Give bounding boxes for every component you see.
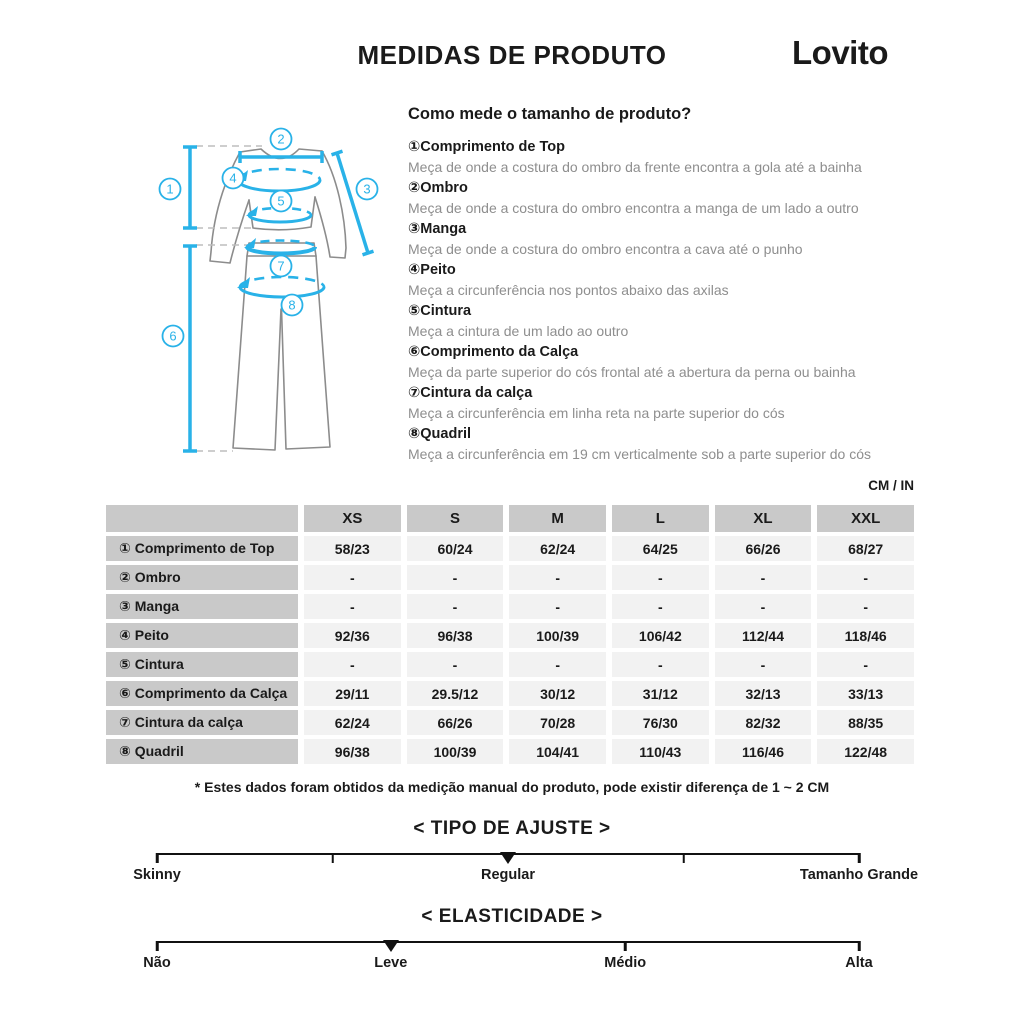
table-row-label: ④ Peito — [106, 623, 298, 648]
table-value-cell: - — [612, 652, 709, 677]
table-value-cell: 122/48 — [817, 739, 914, 764]
measure-label: ⑤Cintura — [408, 303, 472, 319]
table-value-cell: - — [612, 565, 709, 590]
measure-description: Meça a circunferência em linha reta na parte superior do cós — [408, 405, 785, 421]
measure-sleeve — [332, 151, 374, 255]
measure-pants-waist — [244, 238, 315, 253]
table-value-cell: 66/26 — [407, 710, 504, 735]
table-value-cell: - — [817, 652, 914, 677]
marker-3 — [357, 179, 378, 200]
table-value-cell: 62/24 — [509, 536, 606, 561]
table-value-cell: - — [612, 594, 709, 619]
table-value-cell: - — [817, 594, 914, 619]
table-value-cell: 92/36 — [304, 623, 401, 648]
how-to-list — [408, 137, 928, 465]
measure-description: Meça a cintura de um lado ao outro — [408, 323, 629, 339]
table-value-cell: 76/30 — [612, 710, 709, 735]
measurement-diagram — [140, 95, 420, 490]
table-size-header: XXL — [817, 505, 914, 532]
table-value-cell: 68/27 — [817, 536, 914, 561]
table-row-label: ⑦ Cintura da calça — [106, 710, 298, 735]
fit-type-heading: < TIPO DE AJUSTE > — [413, 818, 611, 839]
table-value-cell: 66/26 — [715, 536, 812, 561]
table-value-cell: 104/41 — [509, 739, 606, 764]
table-size-header: S — [407, 505, 504, 532]
svg-text:2: 2 — [277, 131, 285, 147]
brand-logo: Lovito — [792, 34, 888, 71]
svg-text:7: 7 — [277, 258, 285, 274]
elasticity-scale — [143, 941, 873, 981]
marker-6 — [163, 326, 184, 347]
svg-text:1: 1 — [166, 181, 174, 197]
table-value-cell: 62/24 — [304, 710, 401, 735]
marker-5 — [271, 191, 292, 212]
table-row-label: ⑤ Cintura — [106, 652, 298, 677]
measure-hip — [237, 277, 324, 297]
measure-label: ⑦Cintura da calça — [408, 385, 533, 401]
scale-tick — [156, 853, 159, 863]
table-value-cell: 58/23 — [304, 536, 401, 561]
measure-label: ①Comprimento de Top — [408, 139, 566, 155]
scale-marker-icon — [500, 852, 516, 864]
measure-description: Meça a circunferência em 19 cm verticalmente sob a parte superior do cós — [408, 446, 871, 462]
table-size-header: M — [509, 505, 606, 532]
measure-label: ②Ombro — [408, 180, 468, 196]
table-value-cell: - — [715, 594, 812, 619]
svg-text:3: 3 — [363, 181, 371, 197]
marker-8 — [282, 295, 303, 316]
table-size-header: L — [612, 505, 709, 532]
table-value-cell: - — [715, 565, 812, 590]
scale-tick — [682, 853, 685, 863]
table-row-label: ⑧ Quadril — [106, 739, 298, 764]
table-value-cell: - — [817, 565, 914, 590]
table-value-cell: 33/13 — [817, 681, 914, 706]
table-value-cell: - — [715, 652, 812, 677]
scale-label: Tamanho Grande — [799, 867, 919, 883]
fit-type-scale — [133, 853, 919, 893]
scale-label: Não — [143, 955, 171, 971]
scale-label: Alta — [845, 955, 873, 971]
svg-text:5: 5 — [277, 193, 285, 209]
measure-top-length — [183, 147, 197, 228]
table-row-label: ⑥ Comprimento da Calça — [106, 681, 298, 706]
measure-description: Meça de onde a costura do ombro encontra a cava até o punho — [408, 241, 803, 257]
measure-shoulder — [240, 151, 322, 163]
scale-label: Skinny — [133, 867, 181, 883]
table-corner-cell — [106, 505, 298, 532]
table-size-header: XL — [715, 505, 812, 532]
table-value-cell: - — [509, 652, 606, 677]
table-value-cell: - — [304, 652, 401, 677]
table-row-label: ① Comprimento de Top — [106, 536, 298, 561]
scale-label: Médio — [604, 955, 647, 971]
table-value-cell: 100/39 — [509, 623, 606, 648]
leader-lines — [196, 146, 262, 451]
table-value-cell: 64/25 — [612, 536, 709, 561]
table-value-cell: 70/28 — [509, 710, 606, 735]
elasticity-heading: < ELASTICIDADE > — [421, 906, 603, 927]
table-value-cell: - — [509, 565, 606, 590]
table-value-cell: - — [407, 594, 504, 619]
units-label: CM / IN — [868, 478, 914, 493]
marker-4 — [223, 168, 244, 189]
scale-tick — [624, 941, 627, 951]
table-row-label: ② Ombro — [106, 565, 298, 590]
table-value-cell: 118/46 — [817, 623, 914, 648]
table-value-cell: 29/11 — [304, 681, 401, 706]
how-to-section — [408, 105, 928, 465]
table-value-cell: 60/24 — [407, 536, 504, 561]
marker-7 — [271, 256, 292, 277]
measure-label: ⑧Quadril — [408, 426, 472, 442]
table-value-cell: 30/12 — [509, 681, 606, 706]
size-table — [106, 505, 914, 764]
scale-tick — [858, 853, 861, 863]
scale-line — [157, 941, 859, 943]
measure-label: ⑥Comprimento da Calça — [408, 344, 579, 360]
table-value-cell: 112/44 — [715, 623, 812, 648]
table-value-cell: 100/39 — [407, 739, 504, 764]
marker-1 — [160, 179, 181, 200]
table-value-cell: 32/13 — [715, 681, 812, 706]
table-value-cell: - — [407, 565, 504, 590]
scale-label: Leve — [374, 955, 408, 971]
measurement-note: * Estes dados foram obtidos da medição manual do produto, pode existir diferença de 1 ~ 2 CM — [194, 779, 830, 795]
scale-tick — [156, 941, 159, 951]
measure-description: Meça a circunferência nos pontos abaixo das axilas — [408, 282, 729, 298]
scale-label: Regular — [481, 867, 535, 883]
table-value-cell: - — [509, 594, 606, 619]
scale-tick — [331, 853, 334, 863]
measure-description: Meça de onde a costura do ombro da frente encontra a gola até a bainha — [408, 159, 862, 175]
page-title: MEDIDAS DE PRODUTO — [357, 40, 667, 70]
table-value-cell: - — [304, 594, 401, 619]
measure-label: ③Manga — [408, 221, 467, 237]
table-value-cell: 106/42 — [612, 623, 709, 648]
table-value-cell: 82/32 — [715, 710, 812, 735]
table-value-cell: 116/46 — [715, 739, 812, 764]
scale-tick — [858, 941, 861, 951]
svg-text:8: 8 — [288, 297, 296, 313]
table-size-header: XS — [304, 505, 401, 532]
marker-2 — [271, 129, 292, 150]
table-value-cell: 96/38 — [304, 739, 401, 764]
how-to-heading: Como mede o tamanho de produto? — [408, 105, 692, 123]
svg-text:6: 6 — [169, 328, 177, 344]
svg-text:4: 4 — [229, 170, 237, 186]
table-value-cell: 88/35 — [817, 710, 914, 735]
table-value-cell: - — [407, 652, 504, 677]
table-value-cell: - — [304, 565, 401, 590]
table-value-cell: 29.5/12 — [407, 681, 504, 706]
table-value-cell: 110/43 — [612, 739, 709, 764]
table-value-cell: 96/38 — [407, 623, 504, 648]
table-value-cell: 31/12 — [612, 681, 709, 706]
measure-description: Meça de onde a costura do ombro encontra a manga de um lado a outro — [408, 200, 859, 216]
measure-label: ④Peito — [408, 262, 456, 278]
scale-marker-icon — [383, 940, 399, 952]
measure-pants-length — [183, 246, 197, 451]
table-row-label: ③ Manga — [106, 594, 298, 619]
measure-chest — [235, 169, 320, 191]
measure-description: Meça da parte superior do cós frontal até a abertura da perna ou bainha — [408, 364, 856, 380]
